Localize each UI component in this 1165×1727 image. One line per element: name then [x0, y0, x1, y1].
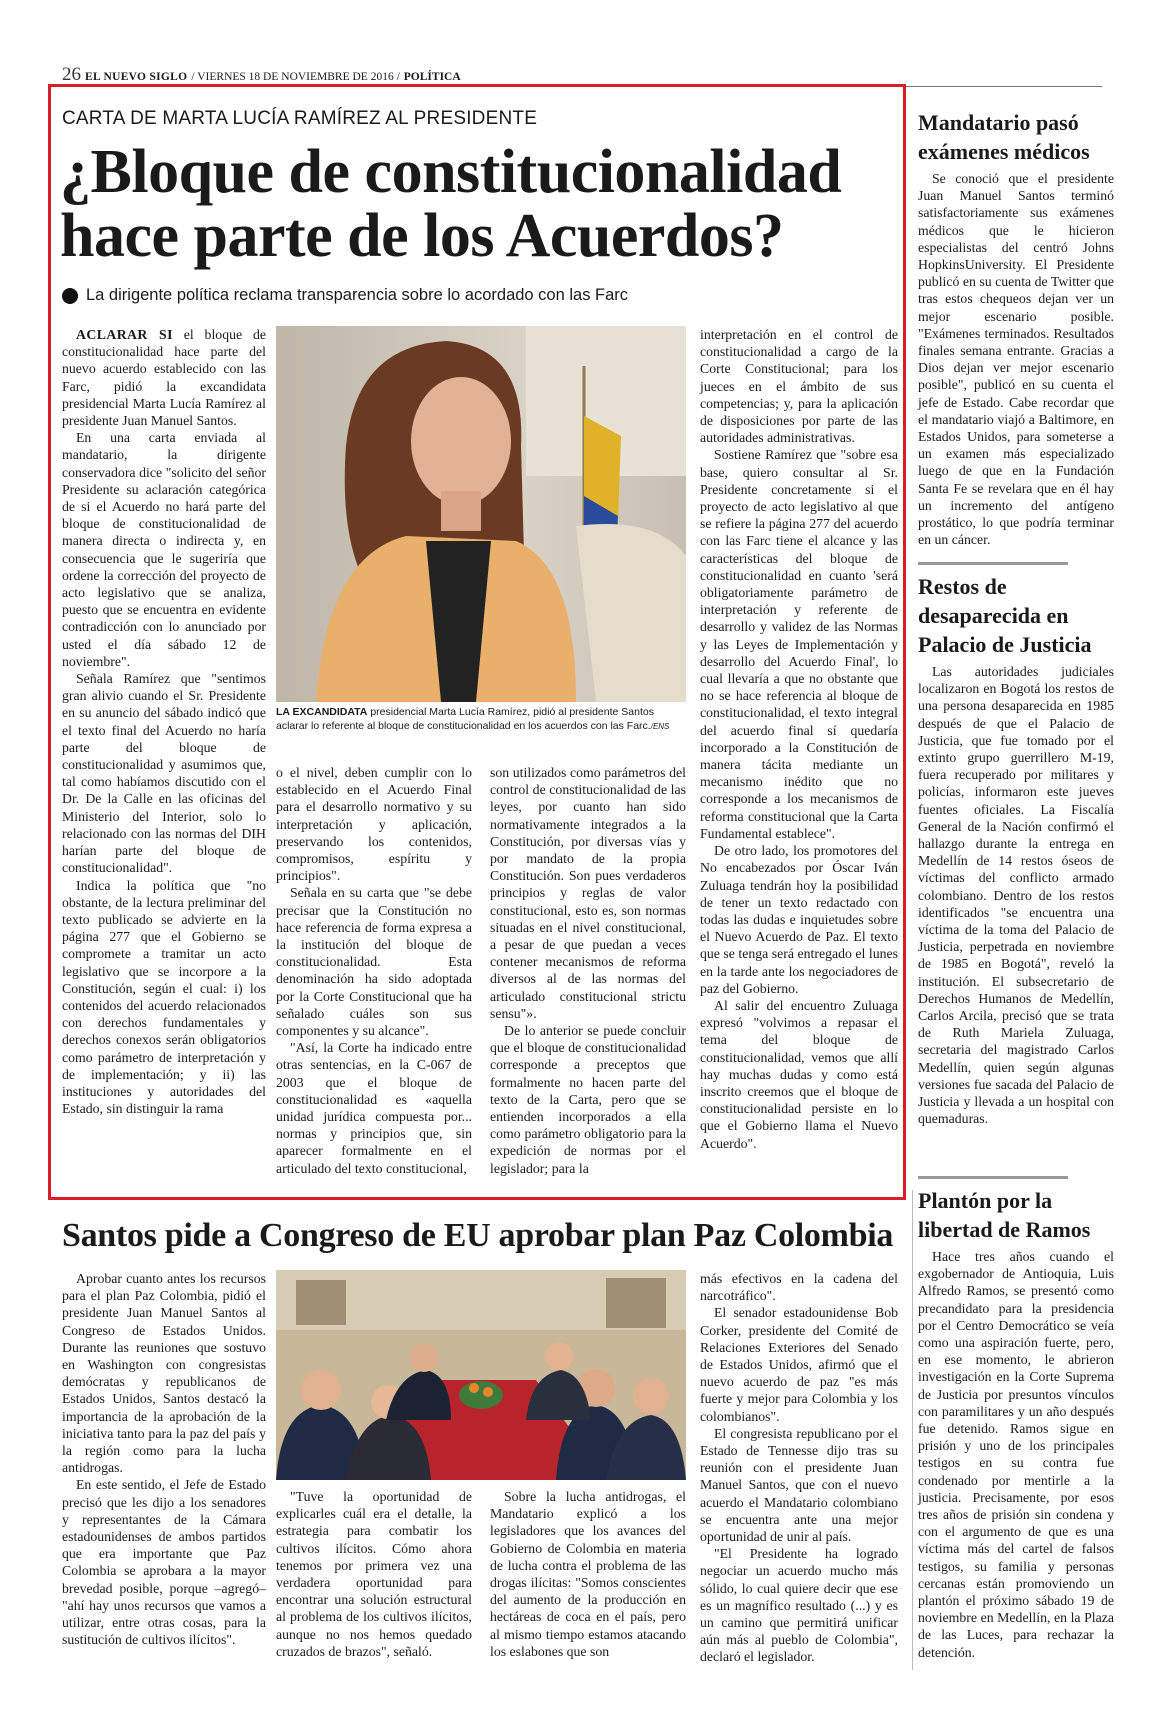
paragraph: Aprobar cuanto antes los recursos para el plan Paz Colombia, pidió el presidente Juan Manuel Santos al Congreso de Estados Unidos. Durante las reuniones que sostuvo en Washington con congresistas demócratas y republicanos de Estados Unidos, Santos destacó la importancia de la aprobación de la iniciativa tanto para la paz del país y la región como para la lucha antidrogas. — [62, 1271, 266, 1476]
caption-text: presidencial Marta Lucía Ramírez, pidió al presidente Santos aclarar lo referente al bloque de constitucionalidad en los acuerdos con las Farc. — [276, 706, 654, 732]
paragraph: interpretación en el control de constitucionalidad a cargo de la Corte Constitucional; para los jueces en el ámbito de sus competencias; y, para la aplicación de disposiciones por parte de las autoridades administrativas. — [700, 327, 898, 446]
subhead-text: La dirigente política reclama transparencia sobre lo acordado con las Farc — [86, 286, 629, 304]
sidebar-title: Mandatario pasó exámenes médicos — [918, 110, 1090, 164]
paragraph: De lo anterior se puede concluir que el bloque de constitucionalidad corresponde a preceptos que formalmente no hacen parte del texto de la Carta, pero que se entienden incorporados a ella como parámetro obligatorio para la expedición de normas por el legislador; para la — [490, 1023, 686, 1176]
portrait-photo — [276, 326, 686, 702]
article-kicker: CARTA DE MARTA LUCÍA RAMÍREZ AL PRESIDENTE — [62, 108, 538, 129]
second-article-column-2 — [276, 1488, 472, 1660]
paragraph: Sobre la lucha antidrogas, el Mandatario explicó a los legisladores que los avances del Gobierno de Colombia en materia de lucha contra el problema de las drogas ilícitas: "Somos conscientes del aumento de la producción en hectáreas de coca en el país, pero al mismo tiempo estamos atacando los eslabones que son — [490, 1489, 686, 1659]
paragraph: Señala en su carta que "se debe precisar que la Constitución no hace referencia de forma expresa a la institución del bloque de constitucionalidad. Esta denominación ha sido adoptada por la Corte Constitucional que ha señalado cuáles son sus componentes y su alcance". — [276, 885, 472, 1039]
sidebar-story-1 — [918, 108, 1114, 548]
page-header — [62, 64, 1102, 86]
headline-line-2: hace parte de los Acuerdos? — [60, 202, 784, 270]
lead-caps: ACLARAR SI — [76, 327, 173, 342]
issue-date: / VIERNES 18 DE NOVIEMBRE DE 2016 / — [191, 71, 400, 83]
article-headline — [60, 140, 900, 268]
main-article-column-3 — [490, 764, 686, 1177]
sidebar-divider — [918, 562, 1068, 565]
paragraph: De otro lado, los promotores del No encabezados por Óscar Iván Zuluaga tendrán hoy la posibilidad de tener un texto redactado con todas las dudas e inquietudes sobre el Nuevo Acuerdo de Paz. El texto que se tenga será entregado el lunes en la tarde ante los negociadores de paz del Gobierno. — [700, 843, 898, 996]
photo-credit: /ENS — [650, 721, 670, 731]
main-article-column-1 — [62, 326, 266, 1117]
page-number: 26 — [62, 64, 81, 85]
paragraph: Sostiene Ramírez que "sobre esa base, quiero consultar al Sr. Presidente concretamente si el proyecto de acto legislativo al que se refiere la página 277 del acuerdo con las Farc tiene el alcance y las características del bloque de constitucionalidad en cuanto 'será obligatoriamente parámetro de interpretación y referente de desarrollo y validez de las Normas y las Leyes de Implementación y desarrollo del Acuerdo Final', lo cual llevaría a que no obstante que no se hace referencia al bloque de constitucionalidad, el texto integral del acuerdo final sí quedaría incorporado a la Constitución de manera tácita mediante un mecanismo inédito que no corresponde a los mecanismos de reforma constitucional que la Carta Fundamental establece". — [700, 447, 898, 841]
paragraph: Indica la política que "no obstante, de la lectura preliminar del texto publicado se advierte en la página 277 que el Gobierno se compromete a tramitar un acto legislativo que se incorpore a la Constitución, según el cual: i) los contenidos del acuerdo relacionados con derechos fundamentales y derechos conexos serán obligatorios como parámetro de interpretación y de implementación; y ii) las instituciones y autoridades del Estado, sin distinguir la rama — [62, 877, 266, 1117]
newspaper-name: EL NUEVO SIGLO — [85, 71, 188, 83]
paragraph: "Así, la Corte ha indicado entre otras sentencias, en la C-067 de 2003 que el bloque de constitucionalidad es «aquella unidad jurídica compuesta por... normas y principios que, sin aparecer formalmente en el articulado del texto constitucional, — [276, 1040, 472, 1176]
paragraph: En una carta enviada al mandatario, la dirigente conservadora dice "solicito del señor Presidente su aclaración categórica de si el Acuerdo no hará parte del bloque de constitucionalidad de manera directa o indirecta y, en consecuencia que le sugeriría que ordene la corrección del proyecto de acto legislativo que se analiza, puesto que se encuentra en evidente contradicción con lo anunciado por usted el día sábado 12 de noviembre". — [62, 430, 266, 669]
article-photo-ramirez — [276, 326, 686, 702]
headline-line-1: ¿Bloque de constitucionalidad — [60, 138, 842, 206]
paragraph: más efectivos en la cadena del narcotráfico". — [700, 1271, 898, 1304]
article-photo-meeting — [276, 1270, 686, 1480]
sidebar-body: Se conoció que el presidente Juan Manuel Santos terminó satisfactoriamente sus exámenes médicos que le hicieron especialistas del centró Johns HopkinsUniversity. El Presidente publicó en su cuenta de Twitter que tras estos chequeos dejan ver un mejor escenario posible. "Exámenes terminados. Resultados finales semana entrante. Gracias a Dios dejan ver mejor escenario posible", publicó en su cuenta el jefe de Estado. Cabe recordar que el mandatario viajó a Baltimore, en Estados Unidos, para someterse a un examen más especializado luego de que en la Fundación Santa Fe se revelara que en él hay un incremento del antígeno prostático, lo que podría terminar en un cáncer. — [918, 171, 1114, 548]
main-article-column-4 — [700, 326, 898, 1152]
sidebar-title: Restos de desaparecida en Palacio de Justicia — [918, 574, 1092, 657]
paragraph: En este sentido, el Jefe de Estado precisó que les dijo a los senadores y representantes de la Cámara estadounidenses de ambos partidos que era importante que Paz Colombia se aprobara a la mayor brevedad posible, porque –agregó– "ahí hay unos recursos que vamos a utilizar, entre otras cosas, para la sustitución de cultivos ilícitos". — [62, 1477, 266, 1648]
paragraph: "Tuve la oportunidad de explicarles cuál era el detalle, la estrategia para combatir los cultivos ilícitos. Cómo ahora tenemos por primera vez una verdadera oportunidad para encontrar una solución estructural al problema de los cultivos ilícitos, aunque no nos hemos quedado cruzados de brazos", señaló. — [276, 1489, 472, 1659]
photo-caption — [276, 706, 686, 733]
sidebar-story-3 — [918, 1186, 1114, 1661]
caption-lead: LA EXCANDIDATA — [276, 706, 368, 718]
second-article-column-3 — [490, 1488, 686, 1660]
meeting-photo — [276, 1270, 686, 1480]
second-article-column-1 — [62, 1270, 266, 1648]
bullet-icon — [62, 288, 78, 304]
sidebar-story-2 — [918, 572, 1114, 1127]
sidebar-body: Las autoridades judiciales localizaron en Bogotá los restos de una persona desaparecida en 1985 después de que el Palacio de Justicia, que fue tomado por el extinto grupo guerrillero M-19, fuera recuperado por militares y policías, informaron este jueves fuentes oficiales. La Fiscalía General de la Nación confirmó el hallazgo durante la entrega en Medellín de 14 restos óseos de víctimas del conflicto armado colombiano. Dentro de los restos identificados "se encuentra una víctima de la toma del Palacio de Justicia, perpetrada en noviembre de 1985 en Bogotá", reveló la institución. El subsecretario de Derechos Humanos de Medellín, Carlos Arcila, precisó que se trata de Ruth Mariela Zuluaga, secretaria del magistrado Carlos Medellín, quien según algunas versiones fue sacada del Palacio de Justicia y llevada a un hospital con quemaduras. — [918, 664, 1114, 1127]
section-name: POLÍTICA — [403, 71, 461, 83]
sidebar-title: Plantón por la libertad de Ramos — [918, 1188, 1091, 1242]
sidebar-body: Hace tres años cuando el exgobernador de Antioquia, Luis Alfredo Ramos, se presentó como precandidato para la presidencia por el Centro Democrático se veía como una aspiración fuerte, pero, en ese momento, le abrieron investigación en la Corte Suprema de Justicia por presuntos vínculos con paramilitares y un año después fue detenido. Ramos sigue en prisión y uno de los principales testigos en su contra fue condenado por mentirle a la justicia. Precisamente, por esos tres años de prisión sin condena y con el argumento de que es una víctima más del cartel de falsos testigos, su familia y personas cercanas están promoviendo un plantón el próximo sábado 19 de noviembre en Medellín, en la Plaza de las Luces, para rechazar la detención. — [918, 1249, 1114, 1660]
paragraph: El senador estadounidense Bob Corker, presidente del Comité de Relaciones Exteriores del Senado de Estados Unidos, afirmó que el nuevo acuerdo de paz "es más fuerte y mejor para Colombia y los colombianos". — [700, 1305, 898, 1424]
second-article-headline: Santos pide a Congreso de EU aprobar plan Paz Colombia — [62, 1217, 894, 1254]
paragraph: son utilizados como parámetros del control de constitucionalidad de las leyes, por cuanto han sido normativamente integrados a la Constitución, por diversas vías y por mandato de la propia Constitución. Son pues verdaderos principios y reglas de valor constitucional, esto es, son normas situadas en el nivel constitucional, a pesar de que puedan a veces contener mecanismos de reforma diversos al de las normas del articulado constitucional strictu sensu"». — [490, 765, 686, 1021]
paragraph: Señala Ramírez que "sentimos gran alivio cuando el Sr. Presidente en su anuncio del sábado indicó que el texto final del Acuerdo no haría parte del bloque de constitucionalidad y asumimos que, tal como habíamos discutido con el Dr. De la Calle en las oficinas del Ministerio del Interior, solo lo relacionado con las normas del DIH harían parte del bloque de constitucionalidad". — [62, 671, 266, 876]
paragraph: "El Presidente ha logrado negociar un acuerdo mucho más sólido, lo cual quiere decir que ese es un magnífico resultado (...) y es un camino que permitirá unificar aún más al pueblo de Colombia", declaró el legislador. — [700, 1546, 898, 1665]
paragraph: Al salir del encuentro Zuluaga expresó "volvimos a repasar el tema del bloque de constitucionalidad, vemos que allí hay muchas dudas y como está inscrito creemos que el bloque de constitucionalidad persiste en lo que el Gobierno llama el Nuevo Acuerdo". — [700, 997, 898, 1151]
paragraph: El congresista republicano por el Estado de Tennesse dijo tras su reunión con el presidente Juan Manuel Santos, que con el nuevo acuerdo el Mandatario colombiano se encuentra ante una mejor oportunidad de unir al país. — [700, 1425, 898, 1545]
paragraph: o el nivel, deben cumplir con lo establecido en el Acuerdo Final para el desarrollo normativo y su interpretación y aplicación, preservando los contenidos, compromisos, espíritu y principios". — [276, 765, 472, 884]
paragraph: ACLARAR SI el bloque de constitucionalidad hace parte del nuevo acuerdo establecido con las Farc, pidió la excandidata presidencial Marta Lucía Ramírez al presidente Juan Manuel Santos. — [62, 327, 266, 429]
main-article-column-2 — [276, 764, 472, 1177]
article-subhead — [62, 286, 882, 305]
sidebar-divider — [918, 1176, 1068, 1179]
column-separator — [912, 1190, 913, 1670]
second-article-column-4 — [700, 1270, 898, 1666]
